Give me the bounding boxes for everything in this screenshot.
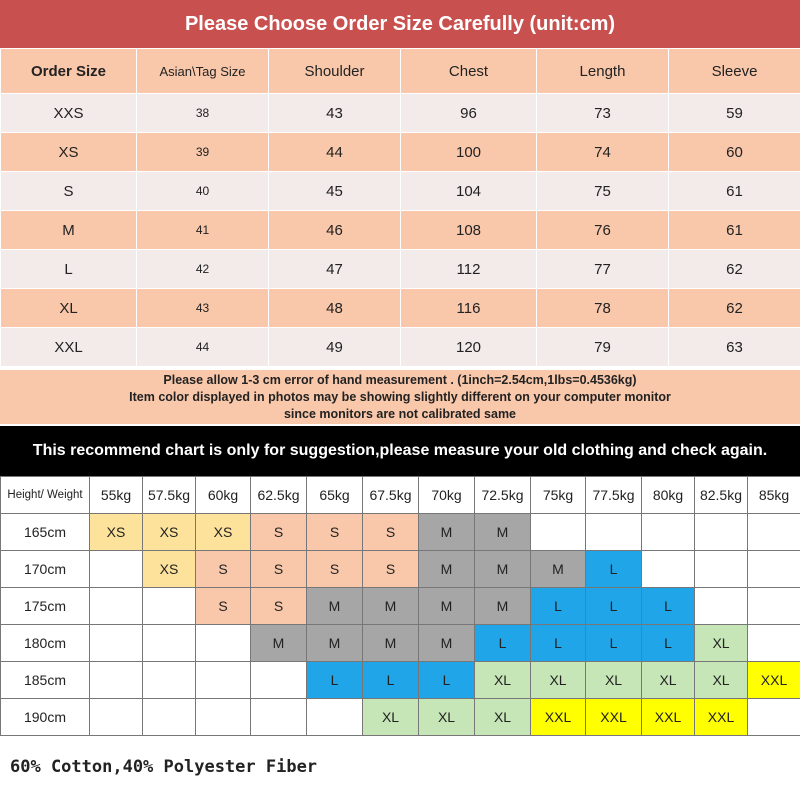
- height-label: 170cm: [1, 551, 90, 588]
- weight-header: 60kg: [196, 477, 251, 514]
- table-cell: 74: [537, 133, 669, 172]
- size-recommendation-cell: L: [419, 662, 475, 699]
- size-recommendation-cell: [251, 699, 307, 736]
- table-cell: 120: [401, 328, 537, 367]
- size-recommendation-cell: XXL: [695, 699, 748, 736]
- size-recommendation-cell: M: [307, 588, 363, 625]
- table-cell: 44: [137, 328, 269, 367]
- weight-header: 65kg: [307, 477, 363, 514]
- table-cell: 42: [137, 250, 269, 289]
- table-cell: 104: [401, 172, 537, 211]
- size-recommendation-cell: [748, 588, 800, 625]
- size-recommendation-cell: XL: [695, 662, 748, 699]
- height-label: 190cm: [1, 699, 90, 736]
- table-cell: XXS: [1, 94, 137, 133]
- table-cell: 78: [537, 289, 669, 328]
- size-recommendation-cell: XL: [586, 662, 642, 699]
- size-recommendation-cell: [748, 514, 800, 551]
- note-line: Item color displayed in photos may be showing slightly different on your computer monitor: [129, 390, 671, 404]
- table-cell: 100: [401, 133, 537, 172]
- size-recommendation-cell: XS: [143, 551, 196, 588]
- table-cell: 96: [401, 94, 537, 133]
- table-cell: XS: [1, 133, 137, 172]
- size-recommendation-cell: [90, 588, 143, 625]
- table-row: [1, 514, 800, 551]
- size-recommendation-cell: S: [196, 588, 251, 625]
- size-recommendation-cell: [748, 551, 800, 588]
- weight-header: 70kg: [419, 477, 475, 514]
- header-sleeve: Sleeve: [669, 49, 800, 94]
- size-recommendation-cell: [90, 551, 143, 588]
- size-recommendation-cell: L: [642, 588, 695, 625]
- table-cell: 75: [537, 172, 669, 211]
- size-recommendation-cell: [642, 551, 695, 588]
- size-recommendation-cell: M: [475, 588, 531, 625]
- size-recommendation-cell: [196, 699, 251, 736]
- size-recommendation-cell: XL: [642, 662, 695, 699]
- weight-header: 55kg: [90, 477, 143, 514]
- height-label: 180cm: [1, 625, 90, 662]
- weight-header: 67.5kg: [363, 477, 419, 514]
- size-recommendation-cell: XL: [419, 699, 475, 736]
- size-recommendation-cell: L: [531, 625, 586, 662]
- height-label: 185cm: [1, 662, 90, 699]
- table-cell: 77: [537, 250, 669, 289]
- table-cell: 44: [269, 133, 401, 172]
- weight-header: 57.5kg: [143, 477, 196, 514]
- size-recommendation-cell: S: [307, 514, 363, 551]
- size-table: [0, 48, 800, 367]
- size-recommendation-cell: S: [251, 551, 307, 588]
- size-recommendation-cell: [748, 699, 800, 736]
- table-row: [1, 699, 800, 736]
- table-row: [1, 289, 800, 328]
- size-recommendation-cell: XL: [475, 699, 531, 736]
- header-order-size: Order Size: [1, 49, 137, 94]
- size-recommendation-cell: XXL: [586, 699, 642, 736]
- size-recommendation-cell: S: [251, 588, 307, 625]
- header-length: Length: [537, 49, 669, 94]
- size-recommendation-cell: [90, 625, 143, 662]
- weight-header: 77.5kg: [586, 477, 642, 514]
- table-row: [1, 133, 800, 172]
- recommend-table: [0, 476, 800, 736]
- table-row: [1, 662, 800, 699]
- table-cell: 60: [669, 133, 800, 172]
- table-cell: 61: [669, 172, 800, 211]
- weight-header: 62.5kg: [251, 477, 307, 514]
- weight-header: 82.5kg: [695, 477, 748, 514]
- table-row: [1, 172, 800, 211]
- size-recommendation-cell: M: [419, 625, 475, 662]
- size-recommendation-cell: L: [586, 551, 642, 588]
- table-cell: 48: [269, 289, 401, 328]
- size-recommendation-cell: L: [475, 625, 531, 662]
- height-label: 175cm: [1, 588, 90, 625]
- table-cell: 45: [269, 172, 401, 211]
- table-row: [1, 588, 800, 625]
- size-recommendation-cell: M: [251, 625, 307, 662]
- page-title: Please Choose Order Size Carefully (unit:cm): [0, 0, 800, 48]
- size-recommendation-cell: [531, 514, 586, 551]
- size-recommendation-cell: XS: [143, 514, 196, 551]
- table-cell: XXL: [1, 328, 137, 367]
- size-recommendation-cell: XL: [363, 699, 419, 736]
- size-recommendation-cell: S: [363, 551, 419, 588]
- height-label: 165cm: [1, 514, 90, 551]
- table-cell: 40: [137, 172, 269, 211]
- header-chest: Chest: [401, 49, 537, 94]
- table-row: [1, 250, 800, 289]
- size-recommendation-cell: L: [586, 588, 642, 625]
- size-recommendation-cell: [143, 662, 196, 699]
- header-asian-tag-size: Asian\Tag Size: [137, 49, 269, 94]
- size-recommendation-cell: [695, 514, 748, 551]
- table-cell: M: [1, 211, 137, 250]
- size-recommendation-cell: M: [475, 551, 531, 588]
- size-recommendation-cell: XL: [531, 662, 586, 699]
- table-cell: 43: [269, 94, 401, 133]
- size-recommendation-cell: M: [419, 514, 475, 551]
- size-recommendation-cell: XS: [196, 514, 251, 551]
- table-row: [1, 625, 800, 662]
- table-cell: 79: [537, 328, 669, 367]
- size-recommendation-cell: XXL: [531, 699, 586, 736]
- table-row: [1, 94, 800, 133]
- size-recommendation-cell: [251, 662, 307, 699]
- size-recommendation-cell: XXL: [642, 699, 695, 736]
- size-recommendation-cell: [642, 514, 695, 551]
- table-cell: 116: [401, 289, 537, 328]
- table-cell: 62: [669, 289, 800, 328]
- table-cell: 112: [401, 250, 537, 289]
- table-cell: 63: [669, 328, 800, 367]
- table-cell: 108: [401, 211, 537, 250]
- table-cell: L: [1, 250, 137, 289]
- size-recommendation-cell: S: [196, 551, 251, 588]
- size-recommendation-cell: M: [363, 588, 419, 625]
- size-recommendation-cell: XS: [90, 514, 143, 551]
- size-recommendation-cell: [143, 699, 196, 736]
- size-recommendation-cell: M: [475, 514, 531, 551]
- size-recommendation-cell: M: [531, 551, 586, 588]
- size-recommendation-cell: [695, 551, 748, 588]
- size-recommendation-cell: L: [642, 625, 695, 662]
- table-row: [1, 328, 800, 367]
- table-cell: XL: [1, 289, 137, 328]
- table-cell: 38: [137, 94, 269, 133]
- table-cell: 43: [137, 289, 269, 328]
- size-recommendation-cell: L: [531, 588, 586, 625]
- measurement-note: [0, 370, 800, 424]
- size-table-header: [1, 49, 800, 94]
- size-recommendation-cell: S: [363, 514, 419, 551]
- size-recommendation-cell: [143, 625, 196, 662]
- table-cell: 59: [669, 94, 800, 133]
- size-recommendation-cell: [748, 625, 800, 662]
- size-recommendation-cell: XL: [475, 662, 531, 699]
- size-recommendation-cell: [90, 662, 143, 699]
- size-recommendation-cell: S: [307, 551, 363, 588]
- size-recommendation-cell: L: [363, 662, 419, 699]
- weight-header: 80kg: [642, 477, 695, 514]
- table-cell: S: [1, 172, 137, 211]
- note-line: since monitors are not calibrated same: [283, 407, 517, 421]
- table-cell: 47: [269, 250, 401, 289]
- fabric-composition: 60% Cotton,40% Polyester Fiber: [10, 757, 318, 777]
- size-recommendation-cell: M: [419, 551, 475, 588]
- size-recommendation-cell: L: [586, 625, 642, 662]
- table-cell: 39: [137, 133, 269, 172]
- note-line: Please allow 1-3 cm error of hand measurement . (1inch=2.54cm,1lbs=0.4536kg): [163, 373, 637, 387]
- table-row: [1, 551, 800, 588]
- weight-header: 85kg: [748, 477, 800, 514]
- weight-header: 72.5kg: [475, 477, 531, 514]
- size-recommendation-cell: [143, 588, 196, 625]
- size-recommendation-cell: [586, 514, 642, 551]
- header-height-weight: Height/ Weight: [1, 477, 90, 514]
- size-recommendation-cell: [90, 699, 143, 736]
- size-recommendation-cell: XL: [695, 625, 748, 662]
- table-cell: 73: [537, 94, 669, 133]
- recommend-banner: This recommend chart is only for suggestion,please measure your old clothing and check again.: [0, 426, 800, 476]
- header-shoulder: Shoulder: [269, 49, 401, 94]
- size-recommendation-cell: M: [363, 625, 419, 662]
- table-cell: 49: [269, 328, 401, 367]
- size-recommendation-cell: [307, 699, 363, 736]
- size-recommendation-cell: M: [307, 625, 363, 662]
- table-cell: 62: [669, 250, 800, 289]
- size-recommendation-cell: S: [251, 514, 307, 551]
- size-recommendation-cell: [196, 625, 251, 662]
- size-recommendation-cell: L: [307, 662, 363, 699]
- recommend-table-header: [1, 477, 800, 514]
- table-cell: 61: [669, 211, 800, 250]
- table-cell: 41: [137, 211, 269, 250]
- table-cell: 76: [537, 211, 669, 250]
- table-cell: 46: [269, 211, 401, 250]
- table-row: [1, 211, 800, 250]
- size-recommendation-cell: XXL: [748, 662, 800, 699]
- size-recommendation-cell: [695, 588, 748, 625]
- size-recommendation-cell: M: [419, 588, 475, 625]
- size-recommendation-cell: [196, 662, 251, 699]
- weight-header: 75kg: [531, 477, 586, 514]
